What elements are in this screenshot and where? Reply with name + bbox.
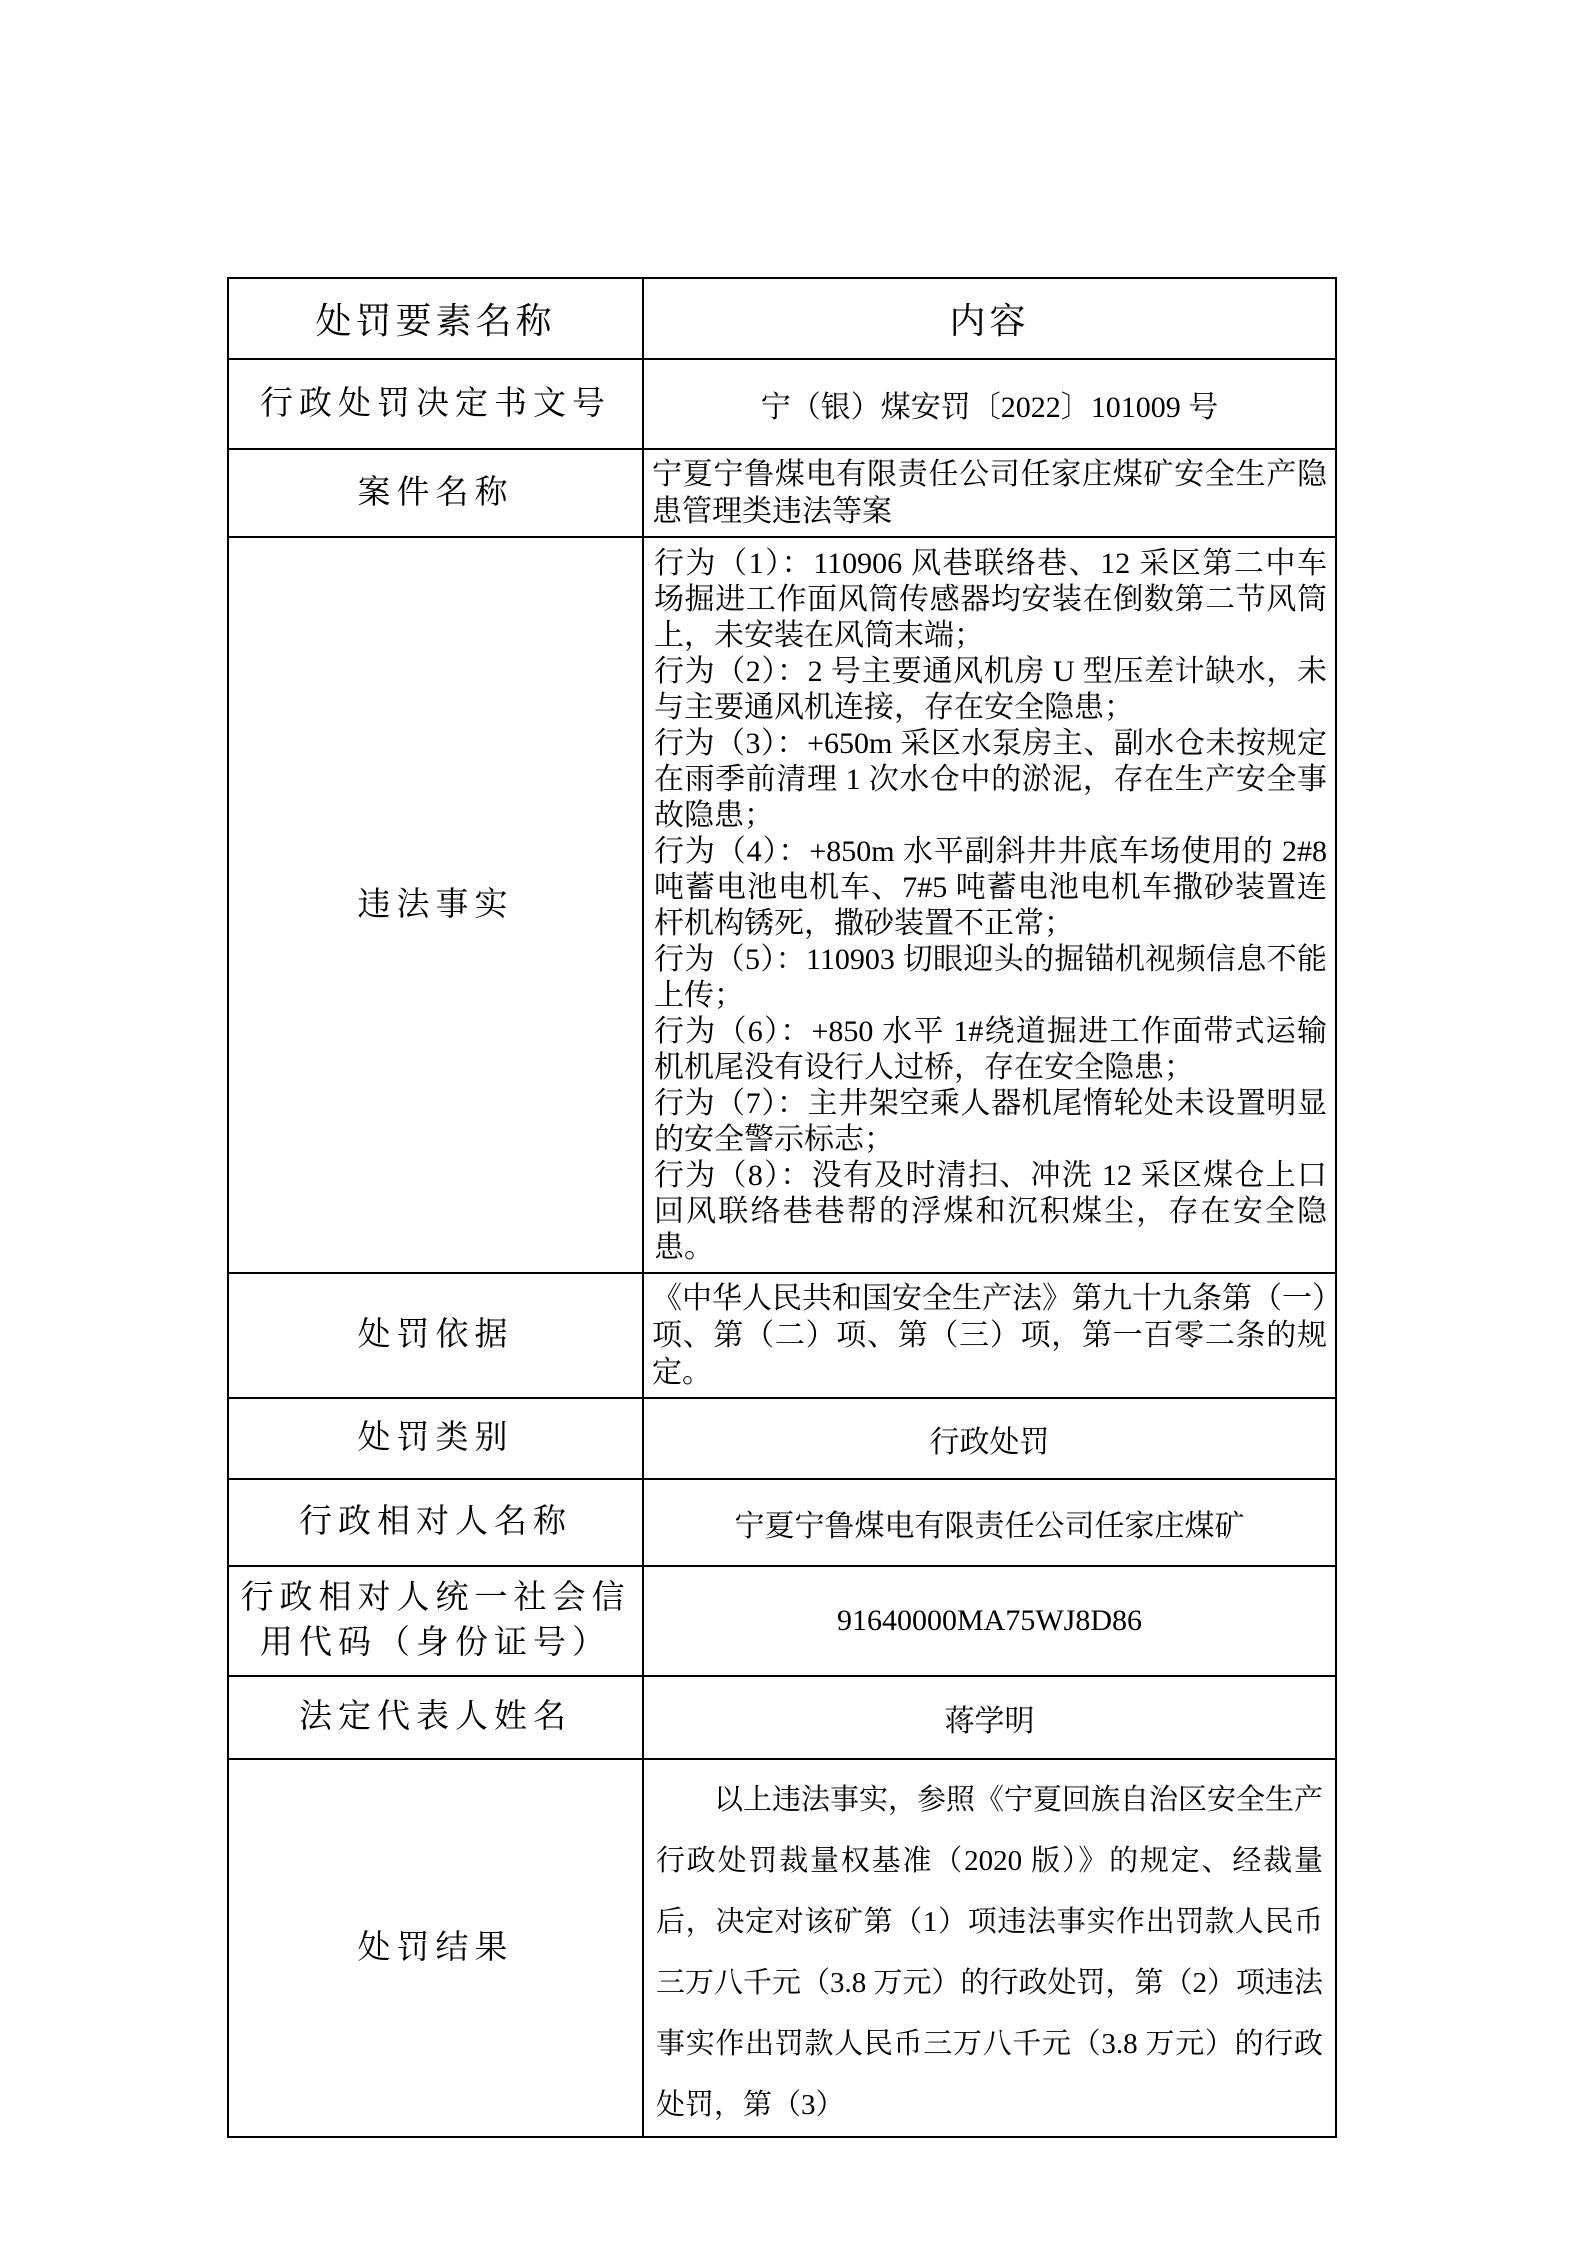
decision-number-value: 宁（银）煤安罚〔2022〕101009 号 — [643, 359, 1336, 449]
party-name-label: 行政相对人名称 — [228, 1479, 643, 1566]
legal-representative-value: 蒋学明 — [643, 1676, 1336, 1759]
fact-item-4: 行为（4）：+850m 水平副斜井井底车场使用的 2#8 吨蓄电池电机车、7#5 吨蓄电池电机车撒砂装置连杆机构锈死，撒砂装置不正常； — [654, 835, 1327, 940]
header-content: 内容 — [643, 278, 1336, 359]
illegal-facts-label: 违法事实 — [228, 537, 643, 1273]
fact-item-2: 行为（2）：2 号主要通风机房 U 型压差计缺水，未与主要通风机连接，存在安全隐患； — [654, 655, 1327, 724]
legal-representative-label: 法定代表人姓名 — [228, 1676, 643, 1759]
header-element-name: 处罚要素名称 — [228, 278, 643, 359]
party-name-value: 宁夏宁鲁煤电有限责任公司任家庄煤矿 — [643, 1479, 1336, 1566]
penalty-result-value — [643, 1759, 1336, 2137]
row-penalty-result — [228, 1759, 1336, 2137]
row-credit-code — [228, 1566, 1336, 1676]
fact-item-3: 行为（3）：+650m 采区水泵房主、副水仓未按规定在雨季前清理 1 次水仓中的淤泥，存在生产安全事故隐患； — [654, 727, 1327, 832]
fact-item-7: 行为（7）：主井架空乘人器机尾惰轮处未设置明显的安全警示标志； — [654, 1087, 1327, 1156]
penalty-basis-label: 处罚依据 — [228, 1273, 643, 1398]
table-header-row — [228, 278, 1336, 359]
case-name-label: 案件名称 — [228, 449, 643, 537]
row-penalty-category — [228, 1398, 1336, 1479]
fact-item-5: 行为（5）：110903 切眼迎头的掘锚机视频信息不能上传； — [654, 943, 1327, 1012]
row-illegal-facts — [228, 537, 1336, 1273]
row-case-name — [228, 449, 1336, 537]
penalty-elements-table — [227, 277, 1337, 2138]
row-decision-number — [228, 359, 1336, 449]
decision-number-label: 行政处罚决定书文号 — [228, 359, 643, 449]
fact-item-1: 行为（1）：110906 风巷联络巷、12 采区第二中车场掘进工作面风筒传感器均安装在倒数第二节风筒上，未安装在风筒末端； — [654, 547, 1327, 652]
credit-code-label: 行政相对人统一社会信用代码（身份证号） — [228, 1566, 643, 1676]
row-penalty-basis — [228, 1273, 1336, 1398]
illegal-facts-value — [643, 537, 1336, 1273]
row-party-name — [228, 1479, 1336, 1566]
penalty-basis-value: 《中华人民共和国安全生产法》第九十九条第（一）项、第（二）项、第（三）项，第一百零二条的规定。 — [643, 1273, 1336, 1398]
credit-code-value: 91640000MA75WJ8D86 — [643, 1566, 1336, 1676]
penalty-category-value: 行政处罚 — [643, 1398, 1336, 1479]
fact-item-6: 行为（6）：+850 水平 1#绕道掘进工作面带式运输机机尾没有设行人过桥，存在安全隐患； — [654, 1015, 1327, 1084]
fact-item-8: 行为（8）：没有及时清扫、冲洗 12 采区煤仓上口回风联络巷巷帮的浮煤和沉积煤尘，存在安全隐患。 — [654, 1159, 1327, 1264]
row-legal-representative — [228, 1676, 1336, 1759]
penalty-category-label: 处罚类别 — [228, 1398, 643, 1479]
penalty-result-label: 处罚结果 — [228, 1759, 643, 2137]
penalty-result-text: 以上违法事实，参照《宁夏回族自治区安全生产行政处罚裁量权基准（2020 版）》的规定、经裁量后，决定对该矿第（1）项违法事实作出罚款人民币三万八千元（3.8 万元）的行政处罚，第（2）项违法事实作出罚款人民币三万八千元（3.8 万元）的行政处罚，第（3） — [656, 1784, 1324, 2121]
case-name-value: 宁夏宁鲁煤电有限责任公司任家庄煤矿安全生产隐患管理类违法等案 — [643, 449, 1336, 537]
